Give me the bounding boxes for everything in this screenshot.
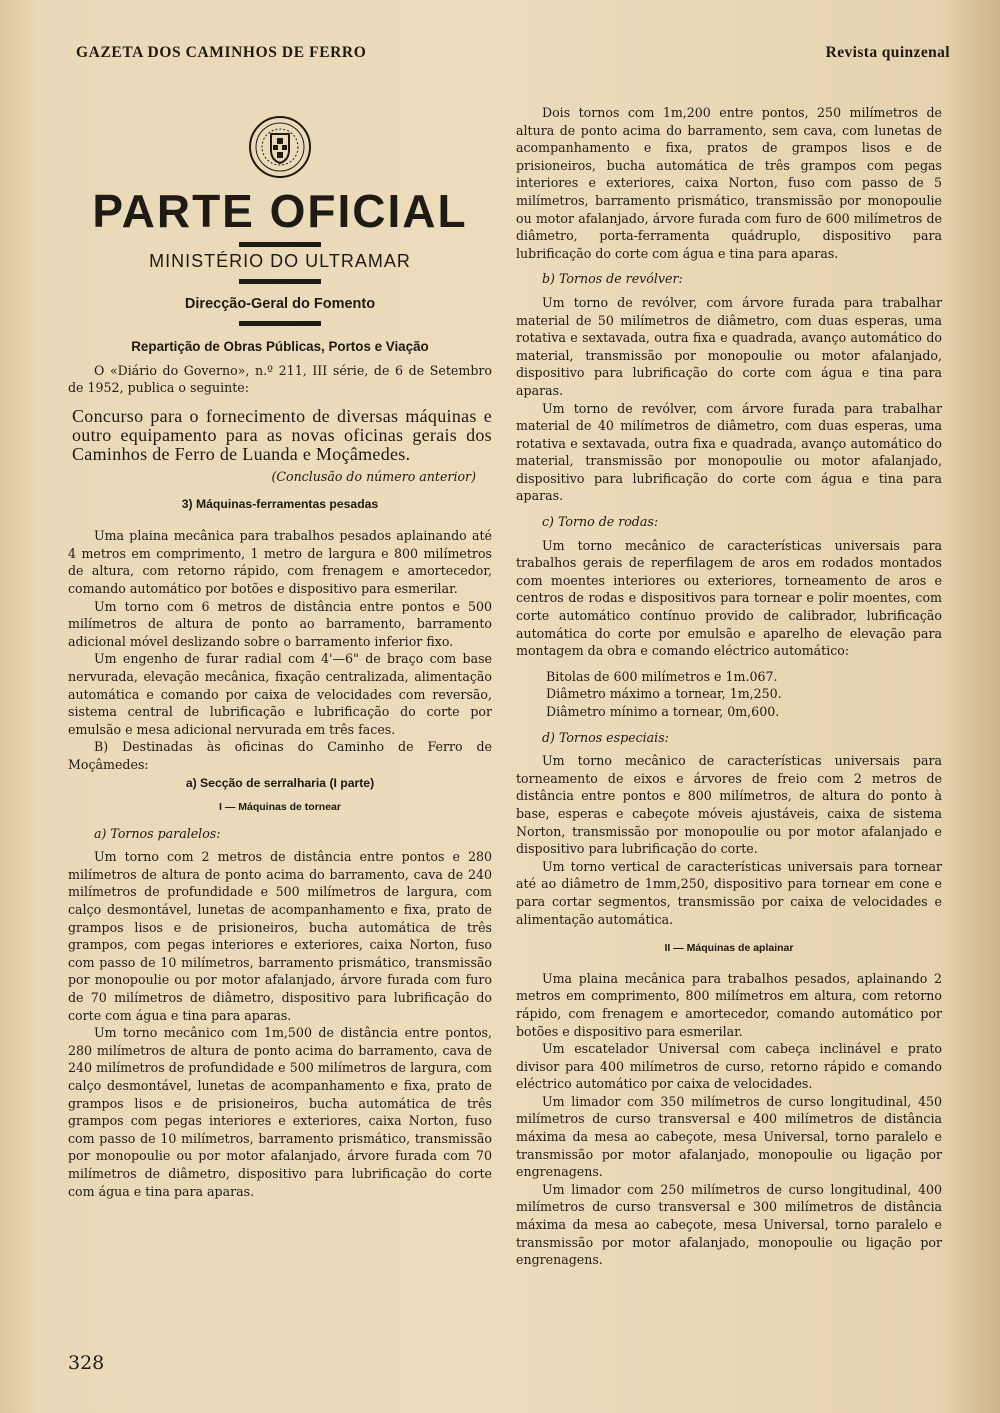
journal-subtitle: Revista quinzenal bbox=[825, 44, 950, 61]
direction-heading: Direcção-Geral do Fomento bbox=[184, 295, 376, 312]
paragraph: Um engenho de furar radial com 4'—6" de braço com base nervurada, elevação mecânica, fixação centralizada, alimentação automática e comando por caixa de velocidades com reversão, sistema central de lubrificação e lubrificação do corte por emulsão e mesa adicional nervurada em três faces. bbox=[68, 651, 492, 737]
page-number: 328 bbox=[68, 1352, 105, 1374]
paragraph: Um torno mecânico de características universais para trabalhos gerais de reperfilagem de aros em rodados montados com moentes interiores ou exteriores, torneamento de aros e centros de rodas e dispositivos para tornear e polir moentes, com corte automático contínuo provido de calibrador, lubrificação automática do corte por emulsão e aparelho de elevação para montagem da obra e comando eléctrico automático: bbox=[516, 537, 942, 659]
paragraph: Dois tornos com 1m,200 entre pontos, 250 milímetros de altura de ponto acima do barramento, sem cava, com lunetas de acompanhamento e fixa, pratos de grampos lisos e de prisioneiros, bucha automática de três grampos com pegas interiores e exteriores, caixa Norton, fuso com passo de 5 milímetros, barramento prismático, transmissão por monopoulie ou motor afalanjado, árvore furada com furo de 600 milímetros de diâmetro, porta-ferramenta quádruplo, dispositivo para lubrificação do corte com água e tina para aparas. bbox=[516, 105, 942, 261]
journal-title: GAZETA DOS CAMINHOS DE FERRO bbox=[76, 44, 367, 61]
divider bbox=[239, 321, 321, 326]
divider bbox=[239, 242, 321, 247]
paragraph: B) Destinadas às oficinas do Caminho de Ferro de Moçâmedes: bbox=[68, 739, 492, 772]
paragraph: Um torno vertical de características universais para tornear até ao diâmetro de 1mm,250, dispositivo para tornear em cone e para cortar segmentos, transmissão por caixa de velocidades e alimentação automática. bbox=[516, 858, 942, 927]
coat-of-arms-icon bbox=[247, 114, 313, 180]
paragraph: Um torno mecânico de características universais para torneamento de eixos e árvores de freio com 2 metros de distância entre pontos e 800 milímetros, de altura do ponto à base, esperas e cabeçote móveis ajustáveis, caixa de sistema Norton, transmissão por monopoulie ou por motor afalanjado e dispositivo para lubrificação do corte. bbox=[516, 753, 942, 857]
paragraph: Um torno com 2 metros de distância entre pontos e 280 milímetros de altura de ponto acima do barramento, cava de 240 milímetros de profundidade e 500 milímetros de largura, com calço desmontável, lunetas de acompanhamento e fixa, prato de grampos lisos e de prisioneiros, bucha automática de três grampos, com pegas interiores e exteriores, caixa Norton, fuso com passo de 10 milímetros, barramento prismático, transmissão por monopoulie ou por motor afalanjado, árvore furada com furo de 70 milímetros de diâmetro, dispositivo para lubrificação do corte com água e tina para aparas. bbox=[68, 849, 492, 1023]
running-header bbox=[76, 44, 950, 66]
list-item: Diâmetro máximo a tornear, 1m,250. bbox=[546, 686, 782, 702]
left-column bbox=[68, 104, 492, 1200]
divider bbox=[239, 279, 321, 284]
subheading: a) Tornos paralelos: bbox=[94, 825, 221, 841]
section-heading: 3) Máquinas-ferramentas pesadas bbox=[181, 496, 379, 511]
list-item: Diâmetro mínimo a tornear, 0m,600. bbox=[546, 704, 780, 719]
repartition-heading: Repartição de Obras Públicas, Portos e Viação bbox=[131, 339, 429, 355]
subsection-heading: II — Máquinas de aplainar bbox=[664, 942, 794, 955]
subsection-heading: I — Máquinas de tornear bbox=[219, 801, 341, 814]
paragraph: Um limador com 350 milímetros de curso longitudinal, 450 milímetros de curso transversal e 400 milímetros de distância máxima da mesa ao cabeçote, mesa Universal, torno paralelo e transmissão por motor afalanjado, monopoulie ou ligação por engrenagens. bbox=[516, 1093, 942, 1180]
paragraph: Um torno mecânico com 1m,500 de distância entre pontos, 280 milímetros de altura de ponto acima do barramento, cava de 240 milímetros de profundidade e 500 milímetros de largura, com calço desmontável, lunetas de acompanhamento e fixa, prato de grampos lisos e de prisioneiros, bucha automática de três grampos com pegas interiores e exteriores, caixa Norton, fuso com passo de 10 milímetros, barramento prismático, transmissão por monopoulie ou por motor afalanjado, árvore furada com 70 milímetros de diâmetro, dispositivo para lubrificação do corte com água e tina para aparas. bbox=[68, 1025, 492, 1199]
paragraph: Um escatelador Universal com cabeça inclinável e prato divisor para 400 milímetros de curso, retorno rápido e comando eléctrico automático por caixa de velocidades. bbox=[516, 1041, 942, 1092]
conclusion-note: (Conclusão do número anterior) bbox=[271, 468, 476, 484]
paragraph: Uma plaina mecânica para trabalhos pesados aplainando até 4 metros em comprimento, 1 metro de largura e 800 milímetros de altura, com retorno rápido, com frenagem e amortecedor, comando automático por botões e dispositivo para esmerilar. bbox=[68, 528, 492, 596]
paragraph: Um torno de revólver, com árvore furada para trabalhar material de 50 milímetros de diâmetro, com duas esperas, uma rotativa e sextavada, outra fixa e quadrada, avanço automático do material, transmissão por monopoulie ou motor afalanjado, dispositivo para lubrificação do corte com água e tina para aparas. bbox=[516, 294, 942, 398]
intro-paragraph: O «Diário do Governo», n.º 211, III série, de 6 de Setembro de 1952, publica o seguinte: bbox=[68, 362, 492, 396]
page-title: PARTE OFICIAL bbox=[92, 185, 468, 237]
section-heading: a) Secção de serralharia (I parte) bbox=[185, 776, 375, 791]
concurso-heading: Concurso para o fornecimento de diversas máquinas e outro equipamento para as novas oficinas gerais dos Caminhos de Ferro de Luanda e Moçâmedes. bbox=[72, 405, 492, 464]
right-column bbox=[516, 104, 942, 1269]
subheading: d) Tornos especiais: bbox=[542, 729, 669, 745]
subheading: b) Tornos de revólver: bbox=[542, 271, 683, 287]
spacer bbox=[516, 660, 942, 668]
list-item: Bitolas de 600 milímetros e 1m.067. bbox=[546, 668, 778, 684]
subheading: c) Torno de rodas: bbox=[542, 514, 659, 530]
paragraph: Um torno de revólver, com árvore furada para trabalhar material de 40 milímetros de diâmetro, com duas esperas, uma rotativa e sextavada, outra fixa e quadrada, avanço automático do material, transmissão por monopoulie ou motor afalanjado, dispositivo para lubrificação do corte com água e tina para aparas. bbox=[516, 400, 942, 504]
paragraph: Uma plaina mecânica para trabalhos pesados, aplainando 2 metros em comprimento, 800 milímetros em altura, com retorno rápido, com frenagem e amortecedor, comando automático por botões e dispositivo para esmerilar. bbox=[516, 970, 942, 1039]
paragraph: Um limador com 250 milímetros de curso longitudinal, 400 milímetros de curso transversal e 300 milímetros de distância máxima da mesa ao cabeçote, mesa Universal, torno paralelo e transmissão por motor afalanjado, monopoulie ou ligação por engrenagens. bbox=[516, 1181, 942, 1268]
ministry-heading: MINISTÉRIO DO ULTRAMAR bbox=[149, 251, 411, 271]
paragraph: Um torno com 6 metros de distância entre pontos e 500 milímetros de altura de ponto ao barramento, barramento adicional móvel deslizando sobre o barramento inferior fixo. bbox=[68, 598, 492, 649]
